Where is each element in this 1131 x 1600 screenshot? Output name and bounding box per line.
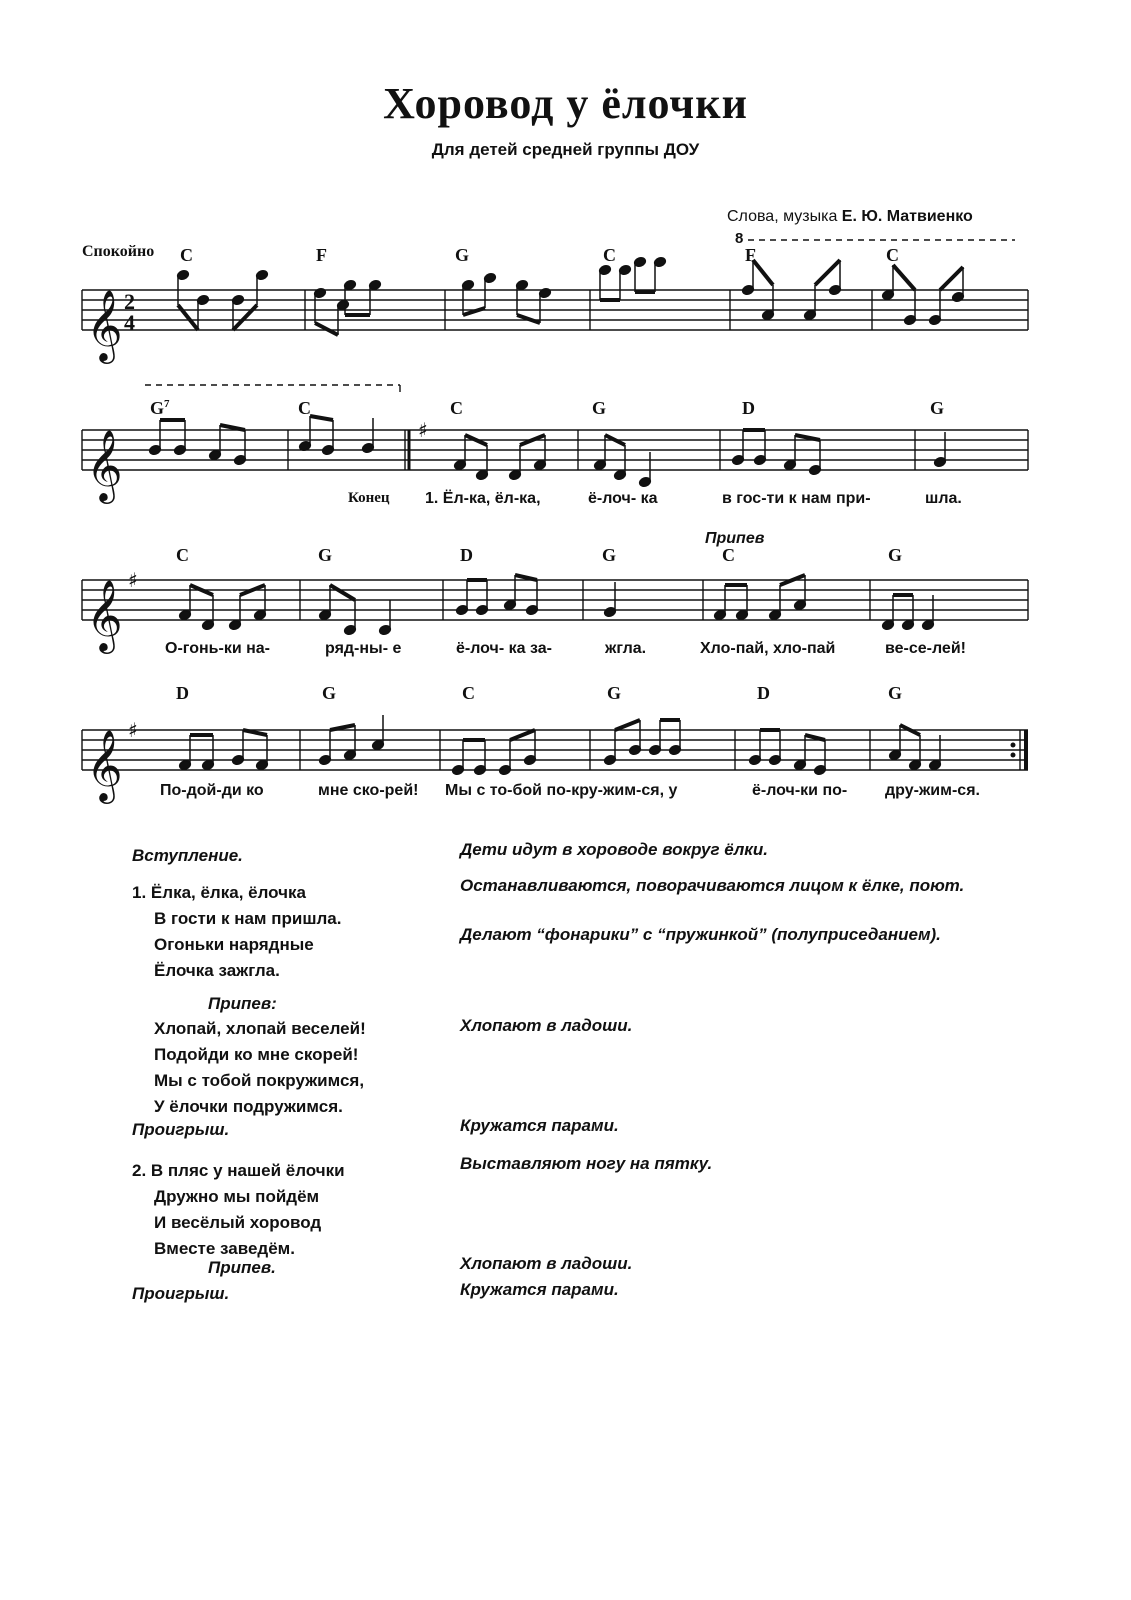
tempo-marking: Спокойно [82, 243, 155, 260]
verse-line: Огоньки нарядные [154, 935, 314, 954]
time-sig-bottom: 4 [124, 310, 135, 335]
chord-symbol: G [322, 683, 337, 703]
beam [940, 267, 963, 290]
chorus-mark: Припев [705, 530, 765, 547]
chord-symbol: C [722, 545, 735, 565]
intro-label: Вступление. [132, 846, 243, 865]
beam [517, 315, 540, 323]
beam [463, 308, 485, 315]
chorus-line: Подойди ко мне скорей! [154, 1045, 359, 1064]
page-title: Хоровод у ёлочки [383, 79, 748, 128]
beam [805, 735, 825, 740]
chord-symbol: C [603, 245, 616, 265]
verse1-action2: Делают “фонарики” с “пружинкой” (полуприседанием). [460, 925, 941, 944]
lyric-syllables: шла. [925, 490, 962, 507]
lyric-syllables: 1. Ёл-ка, ёл-ка, [425, 490, 541, 507]
lyric-syllables: дру-жим-ся. [885, 782, 980, 799]
chorus-label-2: Припев. [208, 1258, 276, 1277]
beam [753, 260, 773, 285]
verse-line: 1. Ёлка, ёлка, ёлочка [132, 883, 306, 902]
beam [795, 435, 820, 440]
verse-line: Вместе заведём. [154, 1239, 295, 1258]
lyric-syllables: в гос-ти к нам при- [722, 490, 871, 507]
chord-symbol: G [888, 545, 903, 565]
credits-prefix: Слова, музыка [727, 208, 838, 225]
chord-symbol: C [180, 245, 193, 265]
end-mark: Конец [348, 490, 390, 506]
sharp-icon: ♯ [128, 718, 138, 742]
beam [315, 323, 338, 335]
interlude-label-2: Проигрыш. [132, 1284, 230, 1303]
chorus2-action: Хлопают в ладоши. [460, 1254, 633, 1273]
lyric-syllables: жгла. [605, 640, 647, 657]
lyric-syllables: мне ско-рей! [318, 782, 419, 799]
chord-symbol: D [176, 683, 189, 703]
interlude-action: Кружатся парами. [460, 1116, 619, 1135]
chorus [154, 1016, 366, 1120]
volta-number: 8 [735, 230, 744, 247]
beam [243, 730, 267, 735]
verse-line: Дружно мы пойдём [154, 1187, 320, 1206]
chord-symbol: F [316, 245, 327, 265]
sharp-icon: ♯ [128, 568, 138, 592]
lyric-syllables: ве-се-лей! [885, 640, 966, 657]
verse-2 [132, 1158, 345, 1262]
chord-superscript: 7 [164, 398, 170, 410]
treble-clef-icon: 𝄞 [86, 428, 123, 501]
intro-action: Дети идут в хороводе вокруг ёлки. [460, 840, 769, 859]
chord-symbol: G [602, 545, 617, 565]
credits-author: Е. Ю. Матвиенко [841, 208, 973, 225]
verse-line: Ёлочка зажгла. [154, 961, 280, 980]
staff-4 [82, 730, 1028, 770]
beam [515, 575, 537, 580]
lyric-syllables: ё-лоч- ка за- [456, 640, 552, 657]
chord-symbol: F [745, 245, 756, 265]
chord-symbol: C [298, 398, 311, 418]
treble-clef-icon: 𝄞 [86, 728, 123, 801]
chord-symbol: G [930, 398, 945, 418]
lyric-syllables: Хло-пай, хло-пай [700, 640, 836, 657]
chord-symbol: C [176, 545, 189, 565]
staff-2 [82, 430, 1028, 470]
chord-symbol: D [742, 398, 755, 418]
beam [220, 425, 245, 430]
time-sig-top: 2 [124, 289, 135, 314]
interlude-label: Проигрыш. [132, 1120, 230, 1139]
lyric-syllables: ряд-ны- е [325, 640, 402, 657]
beam [510, 730, 535, 740]
lyric-syllables: Мы с то-бой по-кру-жим-ся, у [445, 782, 678, 799]
verse-line: 2. В пляс у нашей ёлочки [132, 1161, 345, 1180]
sharp-icon: ♯ [418, 418, 428, 442]
treble-clef-icon: 𝄞 [86, 578, 123, 651]
verse-1 [132, 880, 341, 984]
lyric-syllables: По-дой-ди ко [160, 782, 264, 799]
chord-symbol: C [450, 398, 463, 418]
chord-symbol: G [888, 683, 903, 703]
beam [893, 265, 915, 290]
chorus-label: Припев: [208, 994, 277, 1013]
chord-symbol: C [886, 245, 899, 265]
chord-symbol: D [757, 683, 770, 703]
verse1-action1: Останавливаются, поворачиваются лицом к ёлке, поют. [460, 876, 965, 895]
beam [330, 585, 355, 600]
lyric-syllables: ё-лоч- ка [588, 490, 658, 507]
beam [615, 720, 640, 730]
verse-line: И весёлый хоровод [154, 1213, 322, 1232]
chord-symbol: D [460, 545, 473, 565]
verse2-action: Выставляют ногу на пятку. [460, 1154, 713, 1173]
chord-symbol: $G^7$ [150, 398, 170, 418]
beam [815, 260, 840, 285]
chord-symbol: C [462, 683, 475, 703]
treble-clef-icon: 𝄞 [86, 288, 123, 361]
staff-3 [82, 580, 1028, 620]
chorus-line: Хлопай, хлопай веселей! [154, 1019, 366, 1038]
beam [330, 725, 355, 730]
chord-symbol: G [318, 545, 333, 565]
beam [178, 305, 198, 330]
subtitle: Для детей средней группы ДОУ [431, 140, 700, 159]
chorus-action: Хлопают в ладоши. [460, 1016, 633, 1035]
chord-symbol: G [455, 245, 470, 265]
beam [233, 305, 257, 330]
lyric-syllables: ё-лоч-ки по- [752, 782, 848, 799]
chorus-line: Мы с тобой покружимся, [154, 1071, 365, 1090]
chord-symbol: G [607, 683, 622, 703]
lyric-syllables: О-гонь-ки на- [165, 640, 271, 657]
beam [310, 416, 333, 420]
verse-line: В гости к нам пришла. [154, 909, 342, 928]
chorus-line: У ёлочки подружимся. [154, 1097, 343, 1116]
chord-symbol: G [592, 398, 607, 418]
interlude2-action: Кружатся парами. [460, 1280, 619, 1299]
